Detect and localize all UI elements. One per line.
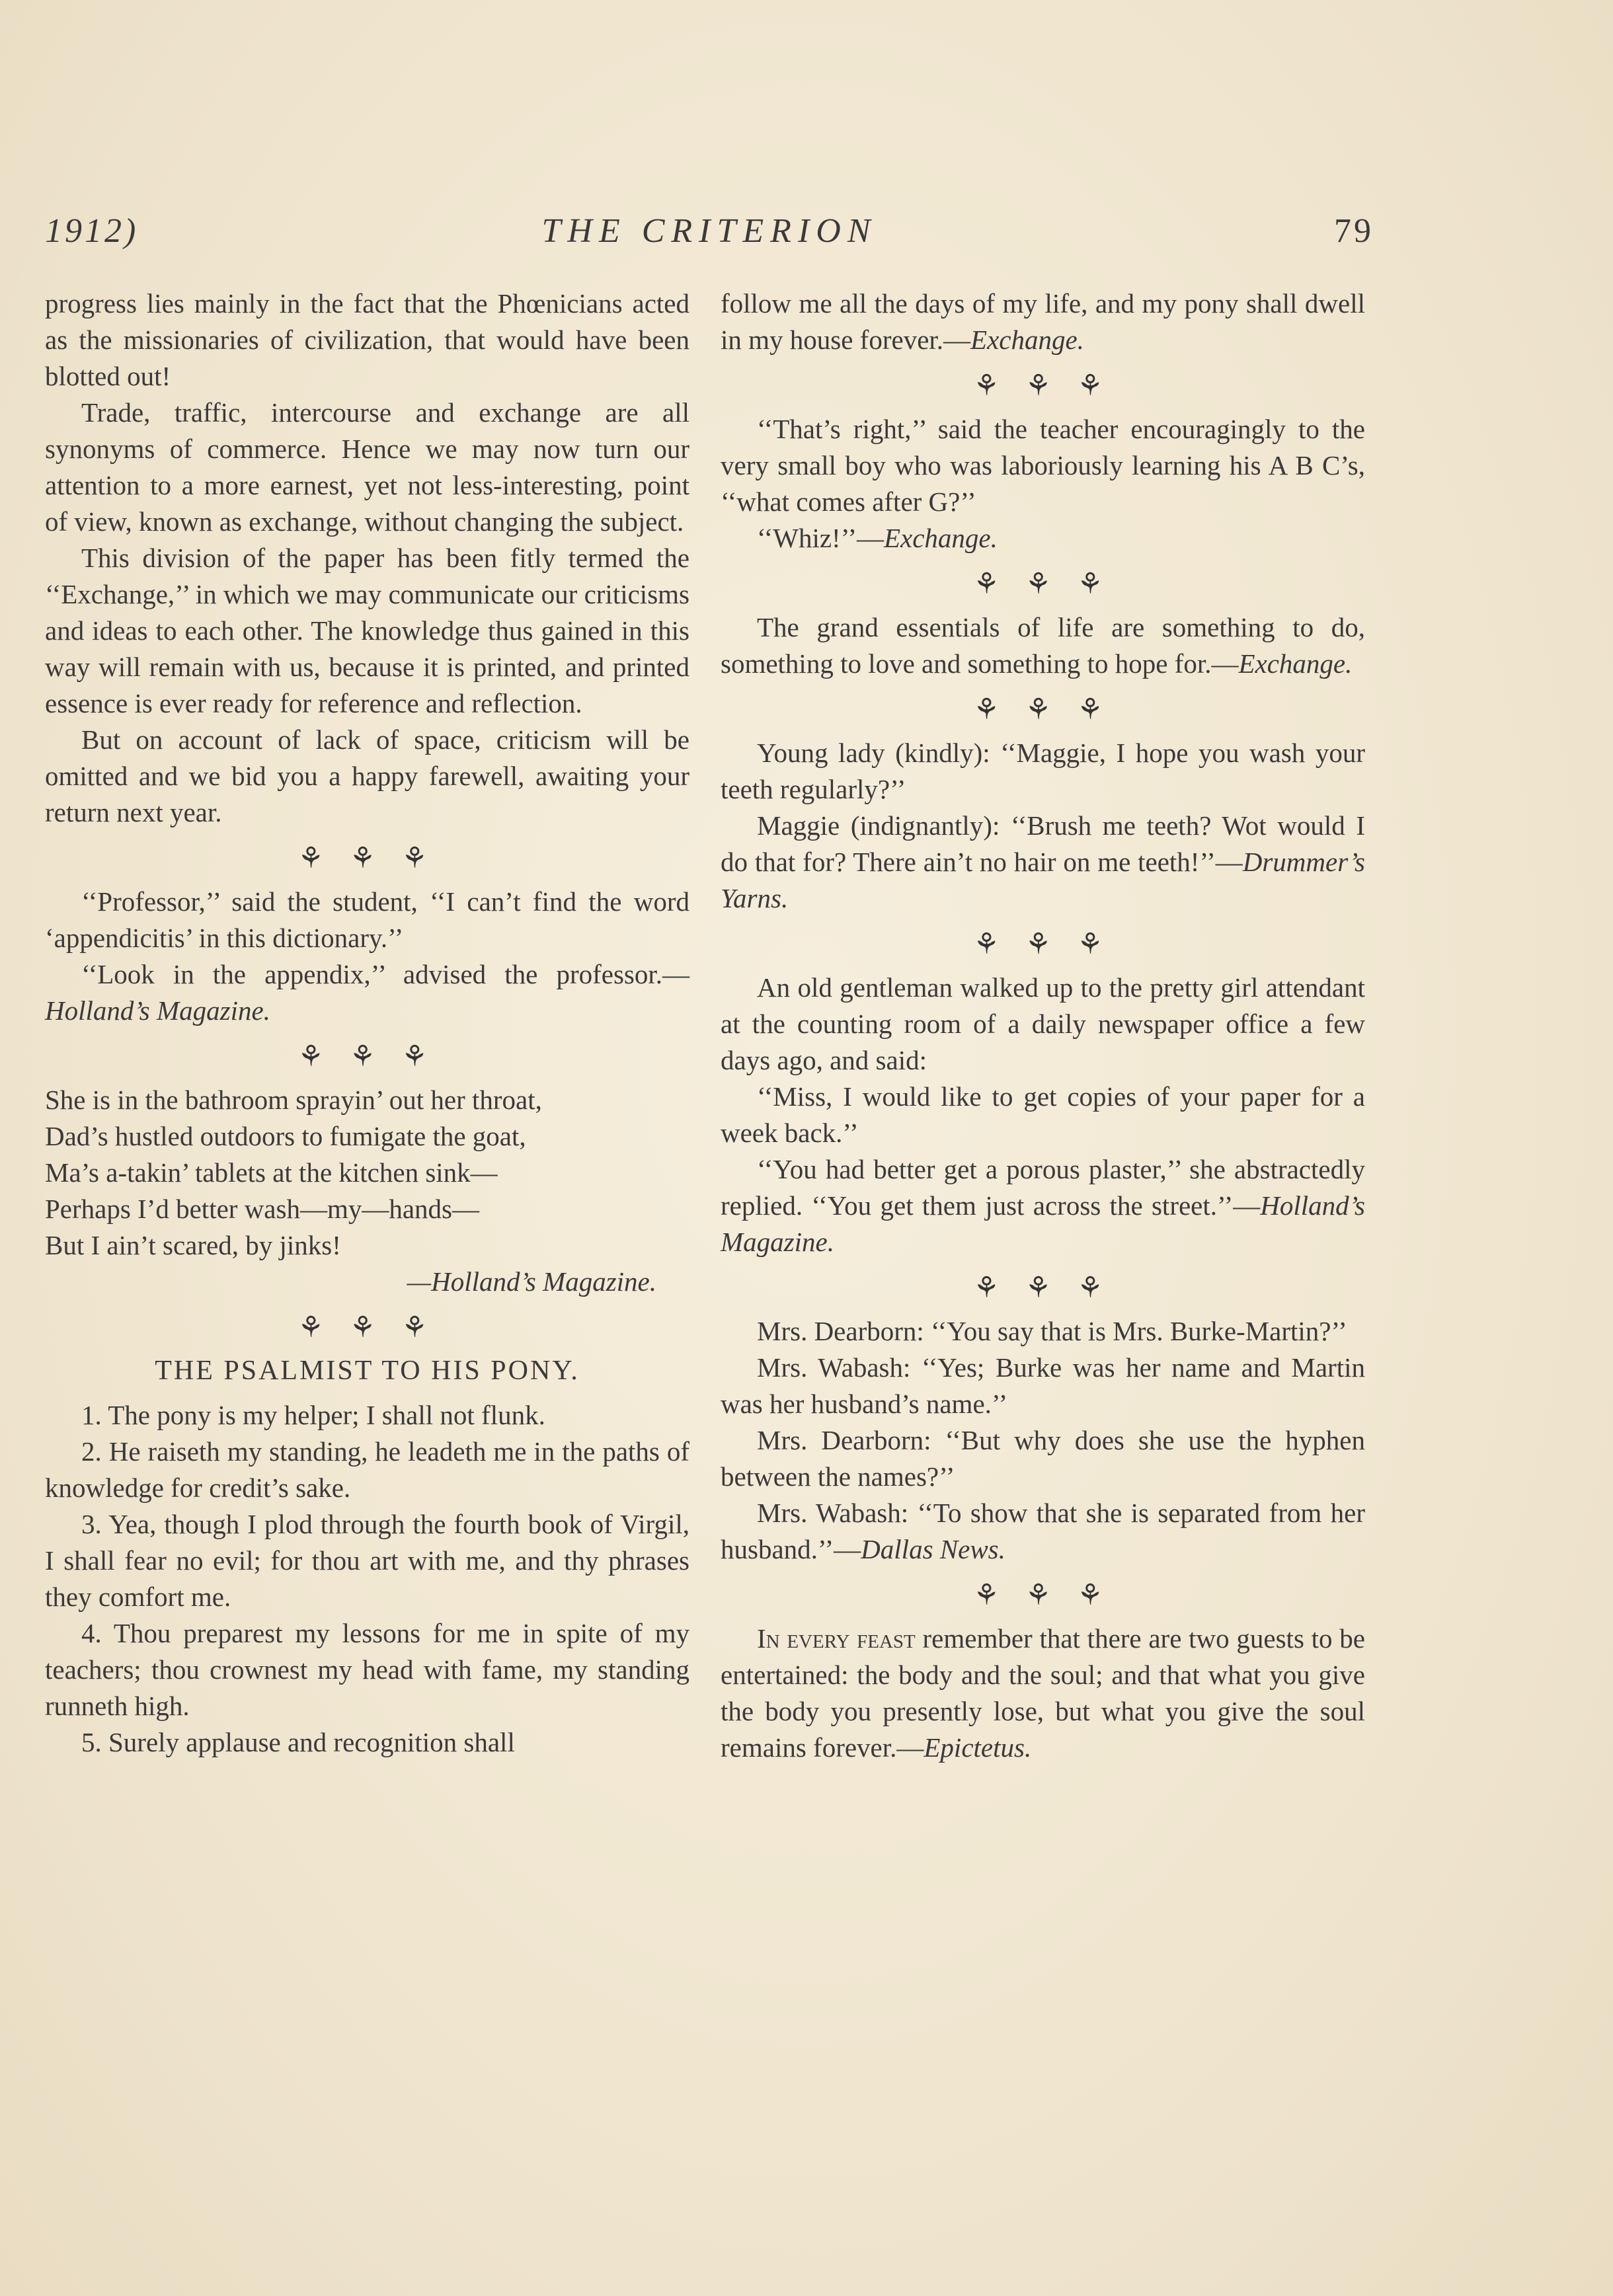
paragraph (721, 609, 1365, 682)
ornament-divider: ⚘ ⚘ ⚘ (973, 928, 1113, 960)
citation: Epictetus. (924, 1732, 1032, 1763)
ornament-divider: ⚘ ⚘ ⚘ (973, 369, 1113, 402)
text: Maggie (indignantly): ‘‘Brush me teeth? Wot would I do that for? There ain’t no hair on me teeth!’’— (721, 810, 1365, 877)
verse-line: She is in the bathroom sprayin’ out her throat, (45, 1085, 542, 1115)
psalm-verse: 3. Yea, though I plod through the fourth book of Virgil, I shall fear no evil; for thou art with me, and thy phrases they comfort me. (45, 1509, 689, 1612)
text: ‘‘Whiz!’’— (757, 523, 884, 553)
paragraph: progress lies mainly in the fact that the Phœnicians acted as the missionaries of civilization, that would have been blotted out! (45, 288, 689, 391)
citation: Exchange. (883, 523, 998, 553)
page-number: 79 (1334, 212, 1374, 250)
psalm-verse: 1. The pony is my helper; I shall not flunk. (81, 1400, 545, 1430)
paragraph: Trade, traffic, intercourse and exchange are all synonyms of commerce. Hence we may now turn our attention to a more earnest, yet not less-interesting, point of view, known as exchange, without changing the subject. (45, 397, 689, 537)
paragraph (721, 1495, 1365, 1568)
citation: Holland’s Magazine. (45, 995, 270, 1026)
small-caps-lead: In every feast (757, 1623, 916, 1654)
left-column (45, 286, 689, 1761)
text: ‘‘You had better get a porous plaster,’’ she abstractedly replied. ‘‘You get them just across the street.’’— (721, 1154, 1365, 1221)
ornament-divider: ⚘ ⚘ ⚘ (973, 568, 1113, 600)
paragraph: ‘‘That’s right,’’ said the teacher encouragingly to the very small boy who was laboriously learning his A B C’s, ‘‘what comes after G?’’ (721, 414, 1365, 517)
text: The grand essentials of life are something to do, something to love and something to hope for.— (721, 612, 1365, 679)
paragraph (721, 1151, 1365, 1260)
paragraph: ‘‘Miss, I would like to get copies of your paper for a week back.’’ (721, 1081, 1365, 1148)
ornament-divider: ⚘ ⚘ ⚘ (973, 1272, 1113, 1304)
text: follow me all the days of my life, and my pony shall dwell in my house forever.— (721, 288, 1365, 355)
ornament-divider: ⚘ ⚘ ⚘ (297, 842, 437, 874)
psalm-verse: 5. Surely applause and recognition shall (81, 1727, 515, 1757)
ornament-divider: ⚘ ⚘ ⚘ (973, 1579, 1113, 1611)
verse-line: But I ain’t scared, by jinks! (45, 1230, 341, 1260)
verse-block (45, 1082, 689, 1300)
paragraph: Mrs. Dearborn: ‘‘But why does she use the hyphen between the names?’’ (721, 1425, 1365, 1492)
header-date: 1912) (45, 212, 139, 250)
paragraph (45, 956, 689, 1029)
paragraph: Young lady (kindly): ‘‘Maggie, I hope you wash your teeth regularly?’’ (721, 738, 1365, 804)
paragraph: Mrs. Wabash: ‘‘Yes; Burke was her name and Martin was her husband’s name.’’ (721, 1352, 1365, 1419)
text: remember that there are two guests to be entertained: the body and the soul; and that what you give the body you presently lose, but what you give the soul remains forever.— (721, 1623, 1365, 1763)
ornament-divider: ⚘ ⚘ ⚘ (973, 693, 1113, 726)
verse-line: Ma’s a-takin’ tablets at the kitchen sink— (45, 1157, 498, 1188)
paragraph: This division of the paper has been fitly termed the ‘‘Exchange,’’ in which we may communicate our criticisms and ideas to each other. The knowledge thus gained in this way will remain with us, because it is printed, and printed essence is ever ready for reference and reflection. (45, 543, 689, 718)
paragraph (721, 520, 1365, 556)
paragraph (721, 808, 1365, 917)
verse-line: Perhaps I’d better wash—my—hands— (45, 1194, 480, 1224)
citation: Drummer’s Yarns. (721, 847, 1365, 913)
paragraph: ‘‘Professor,’’ said the student, ‘‘I can’t find the word ‘appendicitis’ in this dictionary.’’ (45, 886, 689, 953)
citation: Holland’s Magazine. (721, 1190, 1365, 1257)
paragraph (721, 1621, 1365, 1766)
paragraph (721, 286, 1365, 358)
text: ‘‘Look in the appendix,’’ advised the professor.— (81, 959, 689, 989)
psalm-verse: 2. He raiseth my standing, he leadeth me in the paths of knowledge for credit’s sake. (45, 1436, 689, 1503)
citation: Exchange. (970, 325, 1084, 355)
text: Mrs. Wabash: ‘‘To show that she is separated from her husband.’’— (721, 1498, 1365, 1564)
citation: Exchange. (1238, 648, 1353, 679)
running-header (45, 211, 1374, 258)
right-column (721, 286, 1365, 1766)
section-title: THE PSALMIST TO HIS PONY. (155, 1356, 580, 1386)
citation: Dallas News. (861, 1534, 1005, 1564)
journal-title: THE CRITERION (541, 212, 877, 250)
paragraph: But on account of lack of space, criticism will be omitted and we bid you a happy farewell, awaiting your return next year. (45, 724, 689, 827)
psalm-verse: 4. Thou preparest my lessons for me in spite of my teachers; thou crownest my head with fame, my standing runneth high. (45, 1618, 689, 1721)
paragraph: An old gentleman walked up to the pretty girl attendant at the counting room of a daily newspaper office a few days ago, and said: (721, 972, 1365, 1075)
verse-line: Dad’s hustled outdoors to fumigate the goat, (45, 1121, 526, 1151)
ornament-divider: ⚘ ⚘ ⚘ (297, 1311, 437, 1344)
ornament-divider: ⚘ ⚘ ⚘ (297, 1040, 437, 1073)
paragraph: Mrs. Dearborn: ‘‘You say that is Mrs. Burke-Martin?’’ (757, 1316, 1347, 1346)
citation: —Holland’s Magazine. (407, 1266, 656, 1297)
